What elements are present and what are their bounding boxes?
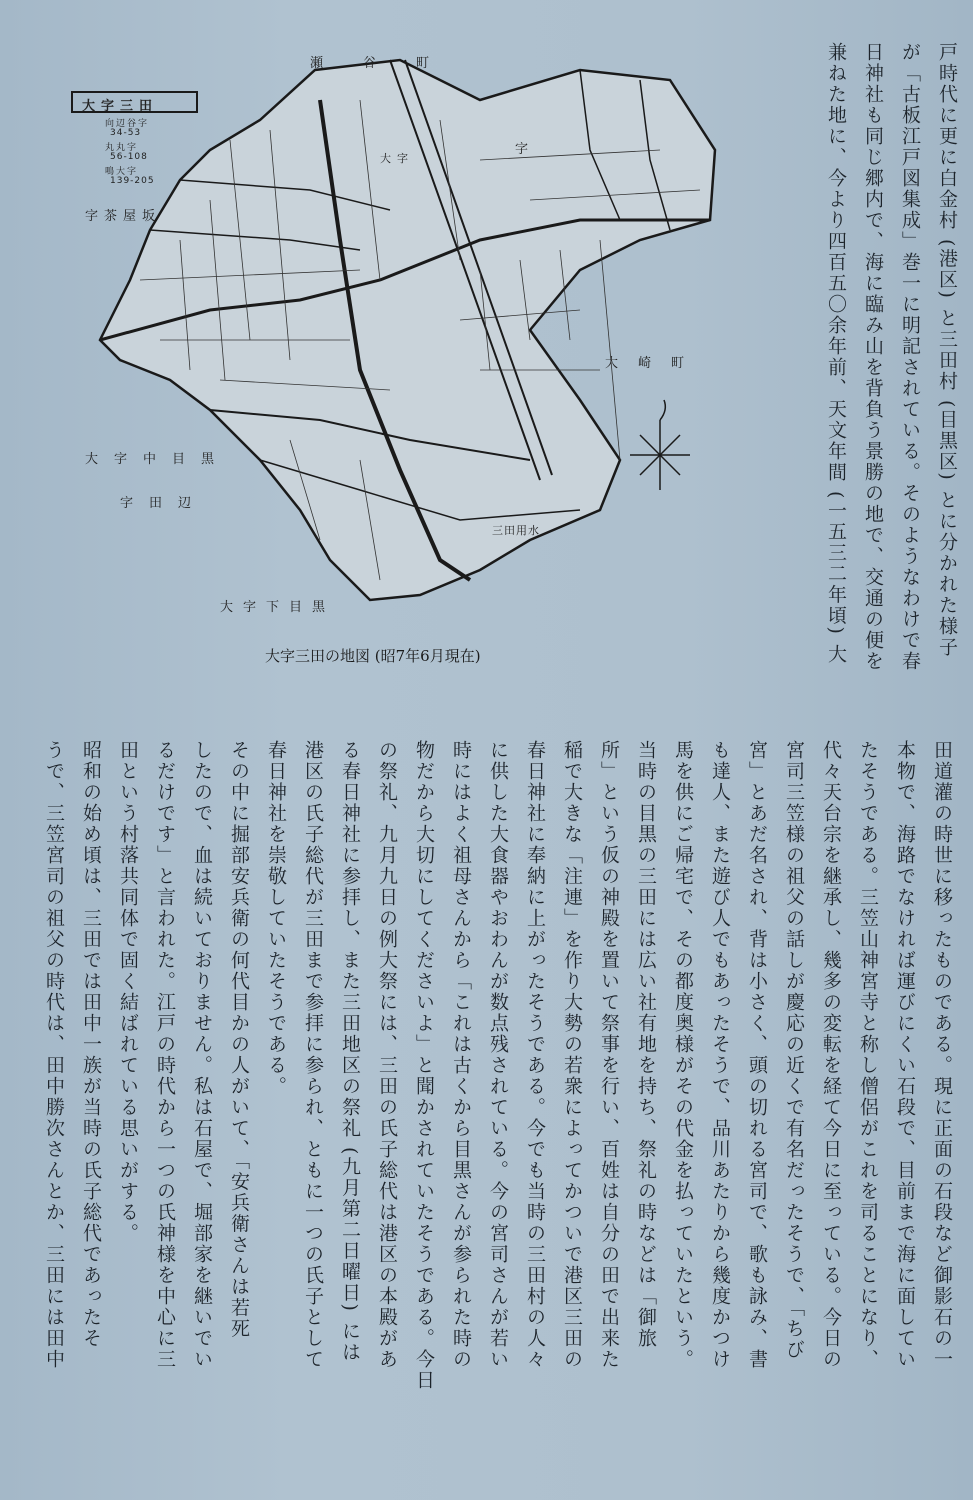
text-line: 日神社も同じ郷内で、海に臨み山を背負う景勝の地で、交通の便を — [862, 42, 884, 672]
text-line: うで、三笠宮司の祖父の時代は、田中勝次さんとか、三田には田中 — [43, 740, 65, 1370]
text-line: 時にはよく祖母さんから「これは古くから目黒さんが参られた時の — [450, 740, 472, 1370]
map-label-left-mid2: 字田辺 — [120, 496, 208, 511]
text-line: 馬を供にご帰宅で、その都度奥様がその代金を払っていたという。 — [672, 740, 694, 1370]
text-line: るだけです」と言われた。江戸の時代から一つの氏神様を中心に三 — [154, 740, 176, 1370]
upper-text-block — [735, 42, 965, 712]
text-line: 戸時代に更に白金村 (港区) と三田村 (目黒区) とに分かれた様子 — [936, 42, 958, 658]
text-line: 春日神社を崇敬していたそうである。 — [265, 740, 287, 1097]
map-label-water: 三田用水 — [492, 524, 540, 537]
text-line: 昭和の始め頃は、三田では田中一族が当時の氏子総代であったそ — [80, 740, 102, 1349]
text-line: 本物で、海路でなければ運びにくい石段で、目前まで海に面してい — [894, 740, 916, 1370]
map-label-bottom: 大字下目黒 — [220, 600, 336, 615]
map-figure — [60, 40, 740, 620]
text-line: その中に掘部安兵衛の何代目かの人がいて、「安兵衛さんは若死 — [228, 740, 250, 1340]
text-line: 当時の目黒の三田には広い社有地を持ち、祭礼の時などは「御旅 — [635, 740, 657, 1349]
text-line: も達人、また遊び人でもあったそうで、品川あたりから幾度かつけ — [709, 740, 731, 1370]
map-drawing — [60, 40, 740, 620]
map-legend-line: 向辺谷字 — [105, 119, 150, 129]
map-caption: 大字三田の地図 (昭7年6月現在) — [265, 647, 481, 665]
text-line: 稲で大きな「注連」を作り大勢の若衆によってかついで港区三田の — [561, 740, 583, 1370]
text-line: が「古板江戸図集成」巻一に明記されている。そのようなわけで春 — [899, 42, 921, 672]
text-line: したので、血は続いておりません。私は石屋で、堀部家を継いでい — [191, 740, 213, 1370]
map-legend-line: 丸丸字 — [105, 143, 139, 153]
text-line: たそうである。三笠山神宮寺と称し僧侶がこれを司ることになり、 — [857, 740, 879, 1370]
text-line: 港区の氏子総代が三田まで参拝に参られ、ともに一つの氏子として — [302, 740, 324, 1370]
text-line: 春日神社に奉納に上がったそうである。今でも当時の三田村の人々 — [524, 740, 546, 1370]
map-legend-line: 56-108 — [110, 152, 148, 162]
map-legend-line: 139-205 — [110, 176, 155, 186]
text-line: に供した大食器やおわんが数点残されている。今の宮司さんが若い — [487, 740, 509, 1370]
map-label-area-a: 字 — [515, 142, 535, 157]
map-label-top: 瀬谷町 — [310, 56, 470, 71]
text-line: 田道灌の時世に移ったものである。現に正面の石段など御影石の一 — [931, 740, 953, 1370]
text-line: る春日神社に参拝し、また三田地区の祭礼 (九月第二日曜日) には — [339, 740, 361, 1363]
text-line: 田という村落共同体で固く結ばれている思いがする。 — [117, 740, 139, 1244]
text-line: 物だから大切にしてくださいよ」と聞かされていたそうである。今日 — [413, 740, 435, 1391]
map-label-left-mid: 大字中目黒 — [85, 452, 231, 467]
text-line: 所」という仮の神殿を置いて祭事を行い、百姓は自分の田で出来た — [598, 740, 620, 1370]
map-label-left-upper: 字茶屋坂 — [85, 209, 162, 224]
text-line: 代々天台宗を継承し、幾多の変転を経て今日に至っている。今日の — [820, 740, 842, 1370]
map-legend-line: 34-53 — [110, 128, 142, 138]
map-legend-title: 大字三田 — [82, 99, 159, 114]
lower-text-block — [43, 740, 960, 1470]
text-line: の祭礼、九月九日の例大祭には、三田の氏子総代は港区の本殿があ — [376, 740, 398, 1370]
text-line: 宮」とあだ名され、背は小さく、頭の切れる宮司で、歌も詠み、書 — [746, 740, 768, 1370]
map-label-area-b: 大字 — [380, 152, 414, 165]
map-legend-line: 鳴大字 — [105, 167, 139, 177]
text-line: 兼ねた地に、今より四百五〇余年前、天文年間 (一五三二年頃) 大 — [825, 42, 847, 665]
map-label-right: 大崎町 — [605, 356, 705, 371]
text-line: 宮司三笠様の祖父の話しが慶応の近くで有名だったそうで、「ちび — [783, 740, 805, 1361]
